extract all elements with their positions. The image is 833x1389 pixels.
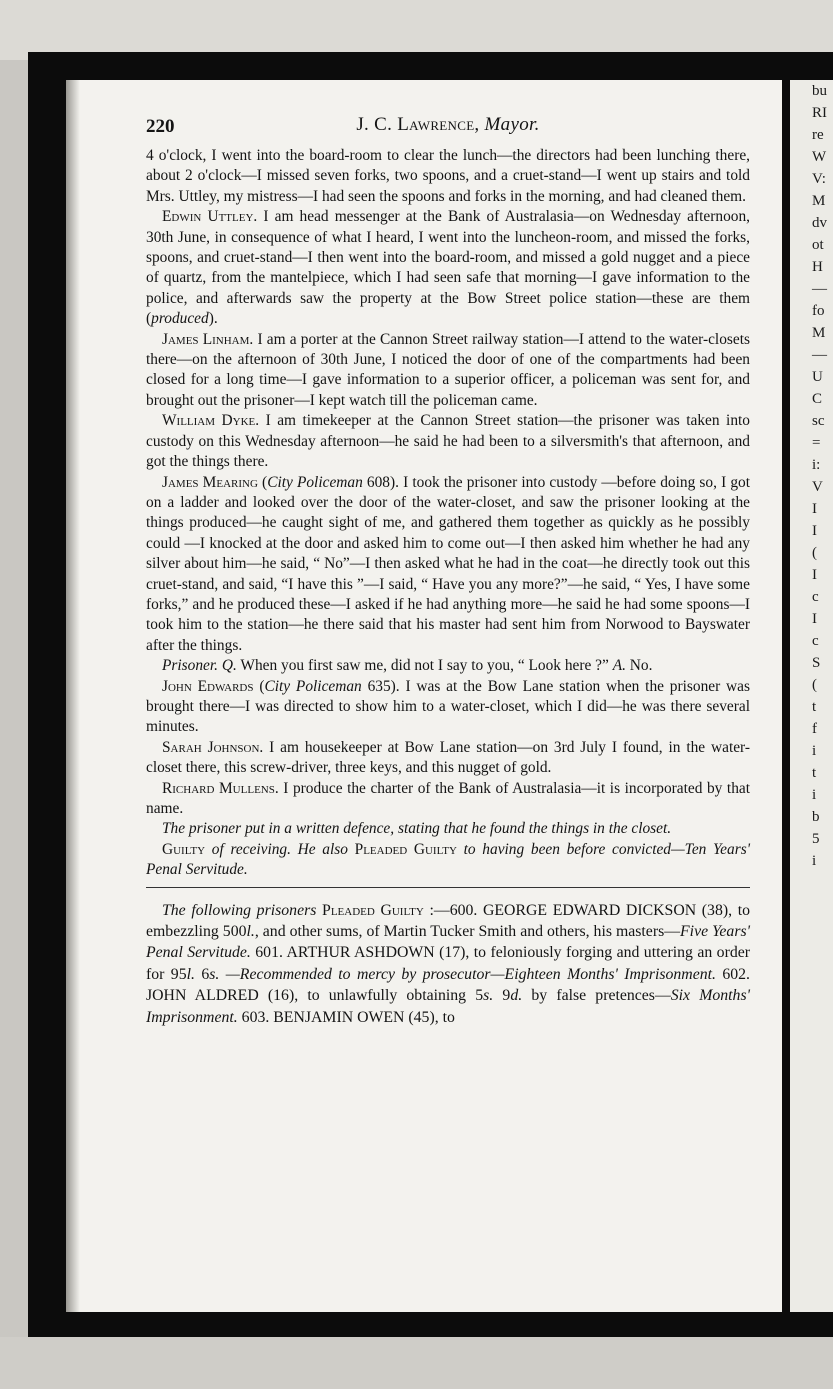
- text-segment: I am head messenger at the Bank of Australasia—on Wednesday afternoon, 30th June, in consequence of what I heard, I went into the luncheon-room, and missed the forks, spoons, and cruet-stand—I then went into the board-room, and missed a gold nugget and a piece of quartz, from the mantelpiece, which I had seen safe that morning—I gave information to the police, and afterwards saw the property at the Bow Street police station—these are them (: [146, 208, 751, 328]
- text-segment: Pleaded Guilty: [354, 840, 457, 858]
- paragraph-p2: [146, 207, 750, 329]
- text-segment: s.: [483, 987, 494, 1005]
- text-segment: City Policeman: [267, 473, 363, 491]
- text-segment: 6: [194, 965, 210, 983]
- facing-fragment: c: [812, 589, 819, 605]
- facing-fragment: re: [812, 127, 824, 143]
- running-head-name: J. C. Lawrence,: [356, 114, 480, 135]
- facing-page-edge: [790, 80, 833, 1312]
- facing-fragment: (: [812, 545, 817, 561]
- facing-fragment: 5: [812, 831, 820, 847]
- paragraph-p9: [146, 779, 750, 820]
- text-segment: to having been before convicted—Ten Years' Penal Servitude.: [146, 840, 750, 879]
- facing-fragment: V: [812, 479, 823, 495]
- text-segment: s.: [209, 965, 220, 983]
- facing-fragment: t: [812, 699, 817, 715]
- facing-fragment: C: [812, 391, 823, 407]
- text-segment: James Mearing: [162, 473, 258, 491]
- facing-fragment: (: [812, 677, 817, 693]
- paragraph-p5: [146, 473, 750, 657]
- facing-fragment: S: [812, 655, 821, 671]
- facing-fragment: b: [812, 809, 820, 825]
- facing-fragment: c: [812, 633, 819, 649]
- facing-fragment: U: [812, 369, 823, 385]
- facing-fragment: =: [812, 435, 821, 451]
- paragraph-p11: [146, 840, 750, 881]
- text-segment: Edwin Uttley.: [162, 208, 258, 226]
- text-segment: l.: [246, 923, 255, 941]
- text-segment: —Recommended to mercy by prosecutor—Eighteen Months' Imprisonment.: [219, 965, 716, 983]
- facing-fragment: I: [812, 611, 817, 627]
- text-segment: Guilty: [162, 840, 206, 858]
- text-segment: ).: [208, 310, 218, 328]
- text-segment: by false pretences—: [522, 987, 671, 1005]
- text-segment: I am a porter at the Cannon Street railway station—I attend to the water-closets there—on the afternoon of 30th June, I noticed the door of one of the compartments had been closed for a long time—I gave information to a superior officer, a policeman was sent for, and brought out the prisoner—I kept watch till the policeman came.: [146, 330, 750, 409]
- facing-fragment: sc: [812, 413, 825, 429]
- facing-fragment: I: [812, 523, 817, 539]
- facing-fragment: t: [812, 765, 817, 781]
- paragraph-p10: [146, 819, 750, 839]
- text-segment: James Linham.: [162, 330, 254, 348]
- facing-fragment: W: [812, 149, 827, 165]
- running-head-title: Mayor.: [484, 114, 540, 135]
- text-segment: When you first saw me, did not I say to you, “ Look here ?”: [236, 657, 613, 675]
- text-segment: City Policeman: [264, 677, 362, 695]
- facing-fragment: V:: [812, 171, 826, 187]
- text-segment: Sarah Johnson.: [162, 738, 264, 756]
- facing-fragment: M: [812, 193, 826, 209]
- facing-fragment: fo: [812, 303, 825, 319]
- text-segment: (: [257, 473, 268, 491]
- text-segment: 9: [493, 987, 511, 1005]
- facing-fragment: H: [812, 259, 823, 275]
- text-segment: The following prisoners: [162, 901, 323, 919]
- text-segment: 601. ARTHUR ASHDOWN (17), to feloniously forging and uttering an order for 95: [146, 944, 750, 983]
- running-head: [146, 114, 750, 136]
- facing-fragment: RI: [812, 105, 827, 121]
- text-segment: 603. BENJAMIN OWEN (45), to: [237, 1008, 455, 1026]
- facing-fragment: dv: [812, 215, 827, 231]
- text-segment: Pleaded Guilty: [322, 901, 424, 919]
- paragraph-p3: [146, 330, 750, 412]
- text-segment: d.: [510, 987, 523, 1005]
- text-segment: 635). I was at the Bow Lane station when the prisoner was brought there—I was directed to show him to a water-closet, which I did—he was there several minutes.: [146, 677, 750, 736]
- facing-fragment: —: [812, 281, 827, 297]
- text-segment: produced: [151, 310, 209, 328]
- text-segment: l.: [186, 965, 195, 983]
- paragraph-p4: [146, 411, 750, 472]
- text-segment: John Edwards: [162, 677, 254, 695]
- facing-fragment: I: [812, 501, 817, 517]
- text-segment: (: [253, 677, 265, 695]
- paragraph-p7: [146, 677, 750, 738]
- bottom-margin: [0, 1337, 833, 1389]
- facing-fragment: bu: [812, 83, 827, 99]
- facing-fragment: —: [812, 347, 827, 363]
- facing-fragment: i: [812, 743, 817, 759]
- text-segment: I am timekeeper at the Cannon Street station—the prisoner was taken into custody on this Wednesday afternoon—he said he had been to a silversmith's that afternoon, and got the things there.: [146, 412, 750, 471]
- text-segment: The prisoner put in a written defence, stating that he found the things in the closet.: [162, 820, 672, 838]
- text-segment: A.: [612, 657, 626, 675]
- text-segment: of receiving. He also: [205, 840, 355, 858]
- paragraph-p12: [146, 900, 750, 1028]
- text-segment: 4 o'clock, I went into the board-room to clear the lunch—the directors had been lunching there, about 2 o'clock—I missed seven forks, two spoons, and a cruet-stand—I went up stairs and told Mrs. Uttley, my mistress—I had seen the spoons and forks in the morning, and had cleaned them.: [146, 147, 750, 205]
- facing-fragment: ot: [812, 237, 824, 253]
- text-segment: Richard Mullens.: [162, 779, 279, 797]
- body-text: [146, 146, 750, 881]
- text-segment: I am housekeeper at Bow Lane station—on 3rd July I found, in the water-closet there, this screw-driver, three keys, and this nugget of gold.: [146, 738, 750, 777]
- text-segment: 608). I took the prisoner into custody —before doing so, I got on a ladder and looked over the door of the water-closet, and saw the prisoner looking at the things produced—he caught sight of me, and gathered them together as quickly as he possibly could —I knocked at the door and asked him to come out—I then asked him whether he had any silver about him—he said, “ No”—I then asked what he had in the coat—he directly took out this cruet-stand, and said, “I have this ”—I said, “ Have you any more?”—he said, “ Yes, I have some forks,” and he produced these—I asked if he had anything more—he said he had some spoons—I took him to the station—he there said that his master had sent him from Norwood to Bayswater after the things.: [146, 473, 750, 654]
- page-header: [146, 112, 750, 146]
- text-segment: Q.: [221, 657, 237, 675]
- text-segment: 602. JOHN ALDRED (16), to unlawfully obtaining 5: [146, 965, 751, 1005]
- text-segment: Prisoner.: [162, 657, 219, 675]
- text-segment: Six Months' Imprisonment.: [146, 987, 750, 1026]
- top-margin: [0, 0, 833, 60]
- facing-fragment: I: [812, 567, 817, 583]
- page-content: [146, 112, 750, 1028]
- facing-fragment: f: [812, 721, 817, 737]
- text-segment: Five Years' Penal Servitude.: [146, 923, 751, 962]
- paragraph-p1: [146, 146, 750, 207]
- facing-fragment: i:: [812, 457, 821, 473]
- section-rule: [146, 887, 750, 888]
- text-segment: William Dyke.: [162, 412, 260, 430]
- text-segment: No.: [625, 657, 653, 675]
- facing-fragment: i: [812, 853, 817, 869]
- page-number: 220: [146, 116, 175, 137]
- paragraph-p6: [146, 656, 750, 676]
- text-segment: :—600. GEORGE EDWARD DICKSON (38), to embezzling 500: [146, 901, 750, 941]
- facing-fragment: M: [812, 325, 826, 341]
- gutter-shadow: [66, 80, 80, 1312]
- text-segment: , and other sums, of Martin Tucker Smith and others, his masters—: [254, 923, 681, 941]
- text-segment: I produce the charter of the Bank of Australasia—it is incorporated by that name.: [146, 779, 750, 817]
- paragraph-p8: [146, 738, 750, 779]
- facing-fragment: i: [812, 787, 817, 803]
- pleas-section: [146, 900, 750, 1028]
